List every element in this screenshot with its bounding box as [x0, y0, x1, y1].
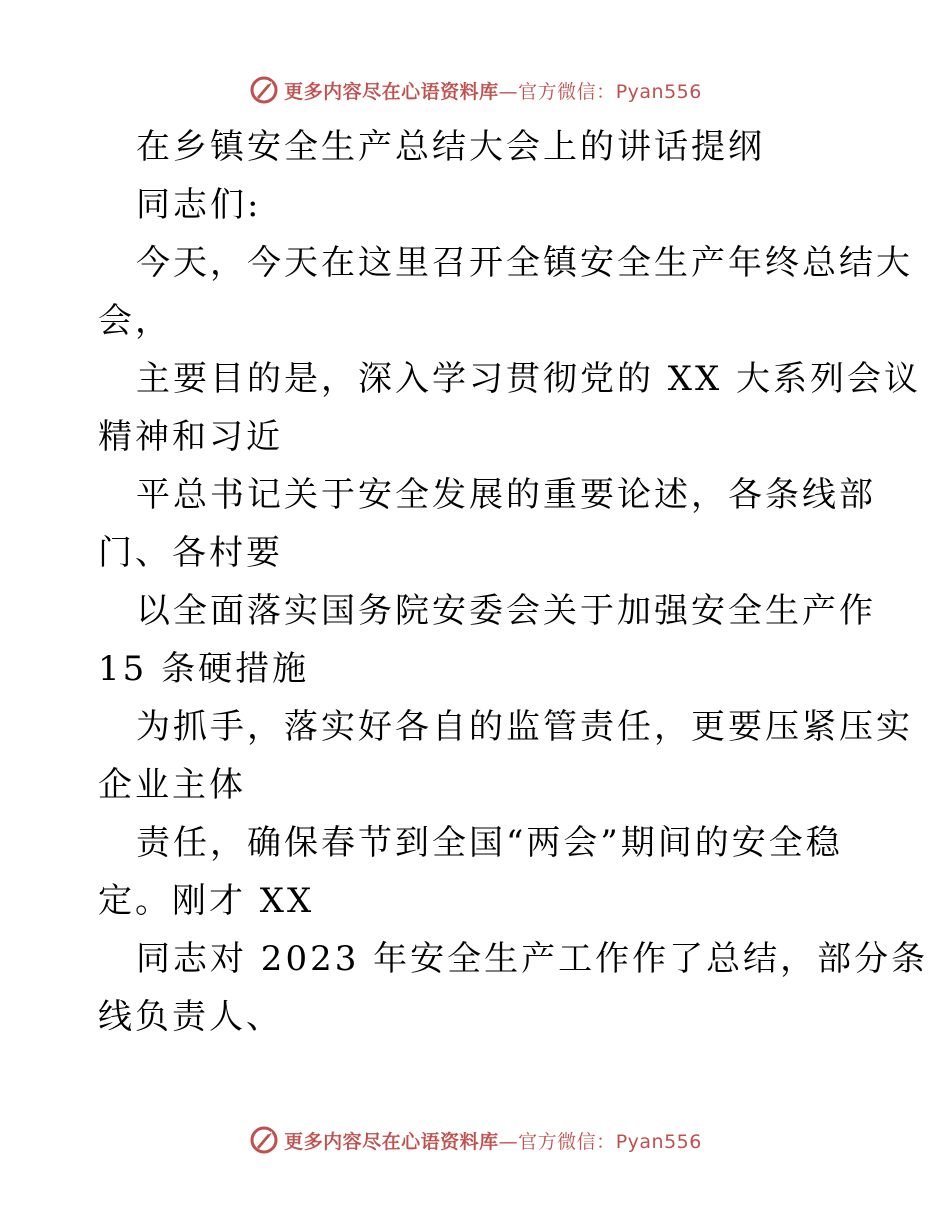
paragraph-line: 定。刚才 XX — [98, 881, 315, 921]
quill-pen-logo-icon — [248, 74, 280, 106]
banner-wechat-id: Pyan556 — [615, 80, 702, 103]
footer-banner — [0, 1120, 950, 1160]
paragraph-line: 线负责人、 — [98, 997, 283, 1037]
paragraph-line: 门、各村要 — [98, 533, 283, 573]
paragraph-line: 会， — [98, 301, 172, 341]
paragraph-line: 主要目的是，深入学习贯彻党的 XX 大系列会议 — [136, 359, 922, 399]
document-title: 在乡镇安全生产总结大会上的讲话提纲 — [136, 127, 765, 167]
banner-wechat-label: 官方微信： — [518, 1130, 616, 1153]
paragraph-line: 15 条硬措施 — [98, 649, 310, 689]
banner-dash: — — [498, 80, 519, 103]
paragraph-line: 企业主体 — [98, 765, 246, 805]
document-body — [98, 118, 929, 1046]
banner-text — [284, 1127, 702, 1154]
banner-dash: — — [498, 1130, 519, 1153]
header-banner — [0, 70, 950, 110]
banner-wechat-id: Pyan556 — [615, 1130, 702, 1153]
banner-site-text: 更多内容尽在心语资料库 — [284, 1130, 499, 1153]
salutation: 同志们: — [136, 185, 262, 225]
paragraph-line: 责任，确保春节到全国“两会”期间的安全稳 — [136, 823, 843, 863]
paragraph-line: 同志对 2023 年安全生产工作作了总结，部分条 — [136, 939, 929, 979]
paragraph-line: 为抓手，落实好各自的监管责任，更要压紧压实 — [136, 707, 913, 747]
paragraph-line: 以全面落实国务院安委会关于加强安全生产作 — [136, 591, 876, 631]
banner-site-text: 更多内容尽在心语资料库 — [284, 80, 499, 103]
banner-wechat-label: 官方微信： — [518, 80, 616, 103]
quill-pen-logo-icon — [248, 1124, 280, 1156]
banner-text — [284, 77, 702, 104]
paragraph-line: 今天，今天在这里召开全镇安全生产年终总结大 — [136, 243, 913, 283]
paragraph-line: 平总书记关于安全发展的重要论述，各条线部 — [136, 475, 876, 515]
paragraph-line: 精神和习近 — [98, 417, 283, 457]
